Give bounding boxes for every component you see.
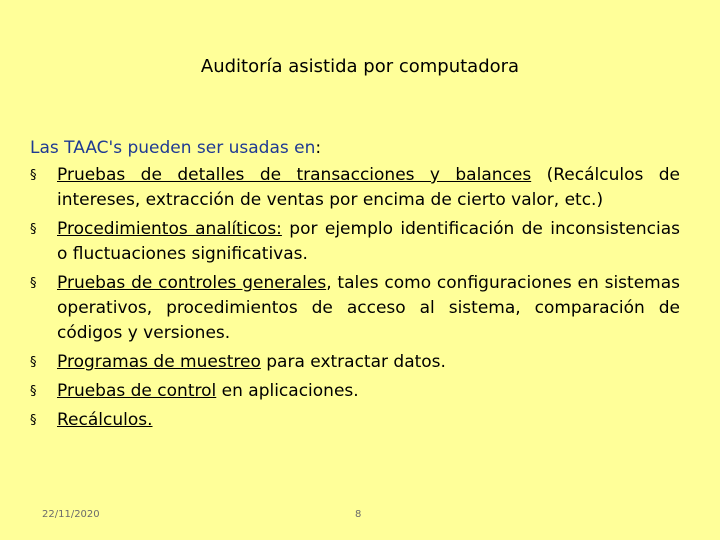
footer-page-number: 8 xyxy=(355,509,362,520)
list-item xyxy=(30,379,680,404)
item-text: (Recálculos de intereses, extracción de ventas por encima de cierto valor, etc.) xyxy=(57,165,680,210)
bullet-icon: § xyxy=(30,168,37,183)
bullet-icon: § xyxy=(30,355,37,370)
list-item xyxy=(30,163,680,213)
slide-title: Auditoría asistida por computadora xyxy=(200,56,520,77)
item-underlined: Pruebas de detalles de transacciones y balances xyxy=(57,165,532,185)
list-item xyxy=(30,408,680,433)
item-underlined: Pruebas de controles generales xyxy=(57,273,327,293)
intro-line xyxy=(30,136,680,161)
list-item xyxy=(30,217,680,267)
item-underlined: Pruebas de control xyxy=(57,381,217,401)
list-item xyxy=(30,271,680,346)
item-text: , tales como configuraciones en sistemas operativos, procedimientos de acceso al sistema, comparación de códigos y versiones. xyxy=(57,273,681,343)
item-text: por ejemplo identificación de inconsistencias o fluctuaciones significativas. xyxy=(57,219,680,264)
bullet-icon: § xyxy=(30,222,37,237)
list-item xyxy=(30,350,680,375)
footer-date: 22/11/2020 xyxy=(42,509,100,520)
item-underlined: Programas de muestreo xyxy=(57,352,261,372)
bullet-icon: § xyxy=(30,384,37,399)
bullet-icon: § xyxy=(30,413,37,428)
item-underlined: Procedimientos analíticos: xyxy=(57,219,282,239)
intro-colon: : xyxy=(315,138,322,158)
intro-label: Las TAAC's pueden ser usadas en xyxy=(30,138,316,158)
item-text: para extractar datos. xyxy=(260,352,446,372)
slide-content xyxy=(30,136,680,437)
item-underlined: Recálculos. xyxy=(57,410,153,430)
bullet-icon: § xyxy=(30,276,37,291)
bullet-list xyxy=(30,163,680,433)
item-text: en aplicaciones. xyxy=(216,381,359,401)
